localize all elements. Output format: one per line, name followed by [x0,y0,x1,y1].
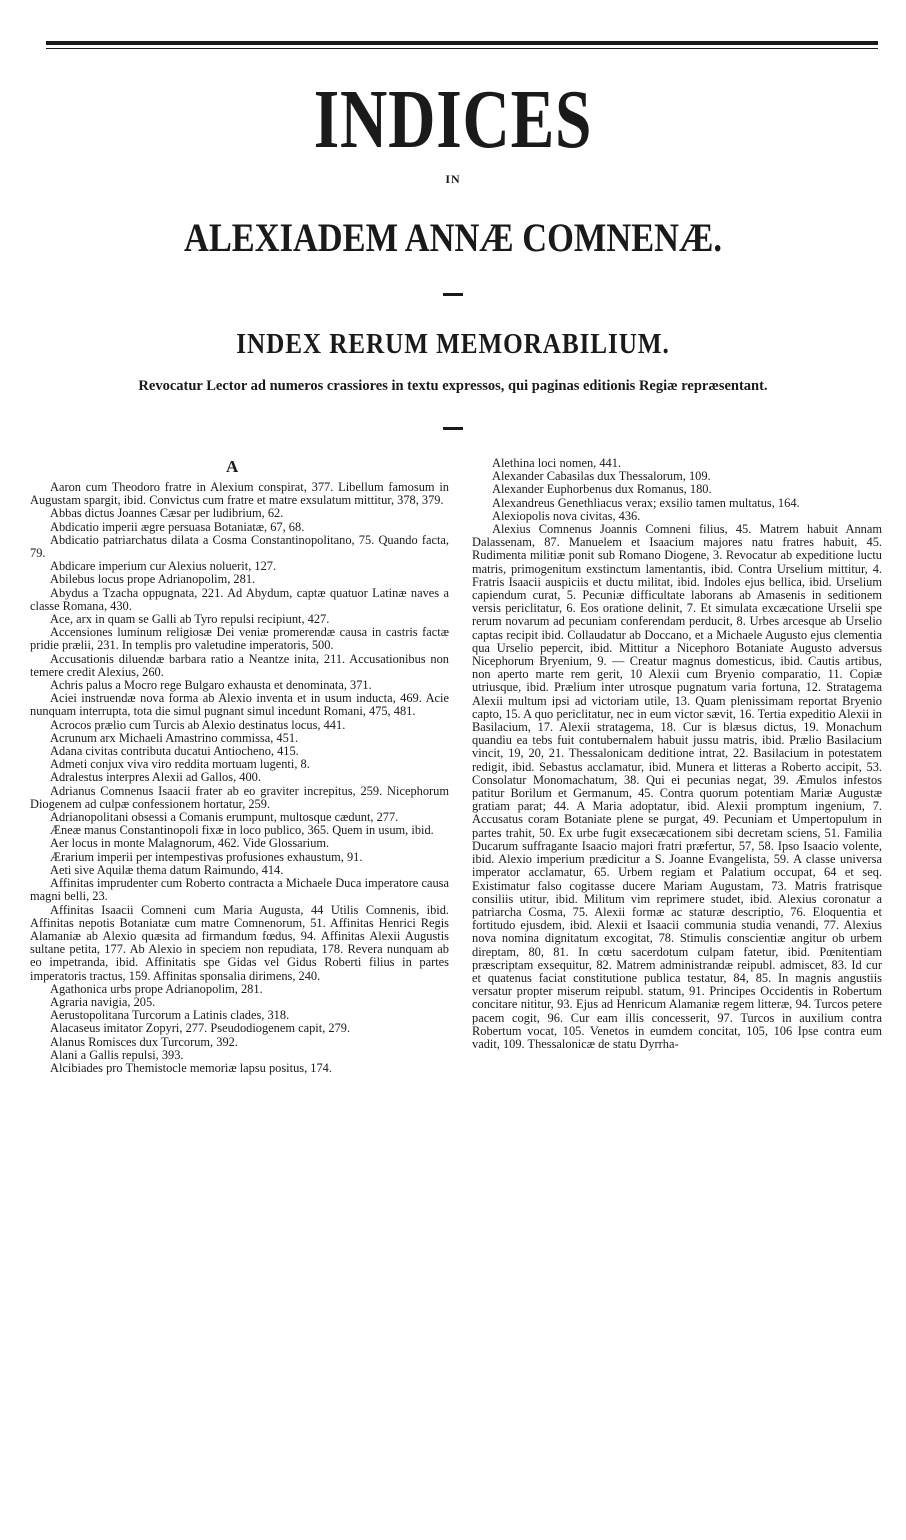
index-entry: Aeti sive Aquilæ thema datum Raimundo, 414. [50,862,284,877]
index-entry: Agathonica urbs prope Adrianopolim, 281. [50,981,263,996]
index-entry: Alexander Euphorbenus dux Romanus, 180. [492,482,712,497]
index-entry: Alanus Romisces dux Turcorum, 392. [50,1034,238,1049]
separator-dash [443,427,463,430]
top-rule-thin [46,48,878,49]
letter-heading: A [226,457,239,476]
index-entry: Adrianus Comnenus Isaacii frater ab eo graviter increpitus, 259. Nicephorum Diogenem ad culpæ confessionem hortatur, 259. [30,783,449,811]
index-entry: Alexander Cabasilas dux Thessalorum, 109. [492,469,711,484]
index-entry: Alacaseus imitator Zopyri, 277. Pseudodiogenem capit, 279. [50,1021,351,1036]
index-entry: Adralestus interpres Alexii ad Gallos, 400. [50,770,261,785]
index-entry: Accensiones luminum religiosæ Dei veniæ promerendæ causa in castris factæ pridie prælii, 231. In templis pro valetudine imperatoris, 500. [30,625,449,653]
top-rule-thick [46,41,878,45]
index-entry: Affinitas imprudenter cum Roberto contracta a Michaele Duca imperatore causa magni belli, 23. [30,876,449,904]
index-entry: Ace, arx in quam se Galli ab Tyro repulsi recipiunt, 427. [50,612,330,627]
index-entry: Abdicatio patriarchatus dilata a Cosma Constantinopolitano, 75. Quando facta, 79. [30,532,449,561]
index-entry: Acrocos prælio cum Turcis ab Alexio destinatus locus, 441. [50,717,346,732]
index-entry: Abbas dictus Joannes Cæsar per ludibrium, 62. [50,506,284,521]
index-entry: Aaron cum Theodoro fratre in Alexium conspirat, 377. Libellum famosum in Augustam spargit, ibid. Convictus cum fratre et matre exsulatum mittitur, 378, 379. [30,480,449,508]
title-connector: IN [445,172,461,186]
reader-note: Revocatur Lector ad numeros crassiores in textu expressos, qui paginas editionis Regiæ repræsentant. [138,378,768,394]
section-heading: INDEX RERUM MEMORABILIUM. [236,329,670,360]
index-entry: Accusationis diluendæ barbara ratio a Neantze inita, 211. Accusationibus non temere credit Alexius, 260. [30,651,449,679]
index-entry: Affinitas Isaacii Comneni cum Maria Augusta, 44 Utilis Comnenis, ibid. Affinitas nepotis Botaniatæ cum matre Comnenorum, 51. Affinitas Henrici Regis Alamaniæ ab Alexio quæsita ad firmandum fœdus, 94. Affinitas Alexii Augustis sultane petita, 177. Ab Alexio in speciem non repudiata, 178. Revera nunquam ab eo impetranda, ibid. Affinitatis spe Gidas vel Gidus Roberti filius in partes imperatoris tractus, 159. Affinitas sponsalia dirimens, 240. [30,902,449,983]
index-column-right [472,457,882,1051]
index-entry: Alexius Comnenus Joannis Comneni filius, 45. Matrem habuit Annam Dalassenam, 87. Manuelem et Isaacium majores natu fratres habuit, 45. Rudimenta militiæ ponit sub Romano Diogene, 3. Revocatur ab expeditione luctu matris, primogenitum exstinctum lamentantis, ibid. Contra Urselium mittitur, 4. Fratris Isaacii auspiciis et ductu militat, ibid. Indoles ejus bellica, ibid. Urselium capiendum curat, 5. Pecuniæ difficultate laborans ab Amasenis in seditionem versis periclitatur, 6. Eos oratione delinit, 7. Et simulata excæcatione Urselii spe rerum novarum ad pecuniam conferendam perducit, 8. Urbes arcesque ab Urselio captas recipit ibid. Collaudatur ab Doccano, et a Michaele Augusto ejus clementia qua Urselio pepercit, ibid. Mittitur a Nicephoro Botaniate Augusto adversus Nicephorum Bryenium, 9. — Creatur magnus domesticus, ibid. Cautis artibus, non aperto marte rem gerit, 10 Alexii cum Bryenio comparatio, 11. Copiæ utriusque, ibid. Prælium inter utrosque pugnatum varia fortuna, 12. Stratagema Alexii multum ipsi ad victoriam utile, 13. Quam plenissimam reportat Bryenio capto, 15. A quo periclitatur, nec in eum victor sævit, 16. Tertia expeditio Alexii in Basilacium, 17. Alexii stratagema, 18. Cur is blæsus dictus, 19. Monachum quandiu ea tebs fuit contubernalem habuit jussu matris, ibid. Prælio Basilacium vincit, 19, 20, 21. Thessalonicam deditione intrat, 22. Basilacium in potestatem redigit, ibid. Sebastus acclamatur, ibid. Munera et litteras a Roberto accipit, 53. Consolatur Monomachatum, 38. Qui ei pecunias negat, 39. Æmulos infestos patitur Borilum et Germanum, 45. Contra quorum potentiam Mariæ Augustæ gratiam parat; 44. A Maria adoptatur, ibid. Alexii promptum ingenium, 7. Accusatus coram Botaniate plene se purgat, 49. Pecuniam et Umpertopulum in partes trahit, 50. Ex urbe fugit exsecæcationem sibi decretam sciens, 51. Familia Ducarum suffragante Isaacio majori fratri præfertur, 57, 58. Ipso Isaacio volente, ibid. Alexio imperium prædicitur a S. Joanne Evangelista, 59. A classe universa imperator acclamatur, 65. Urbem regiam et Palatium occupat, 64 et seq. Existimatur falso cogitasse ducere Mariam Augustam, 73. Matris fratrisque consiliis utitur, ibid. Militum vim reprimere studet, ibid. Alexius coronatur a patriarcha Cosma, 75. Alexii formæ ac staturæ descriptio, 76. Eloquentia et fortitudo ejusdem, ibid. Alexii et Isaacii communia studia venandi, 77. Alexius nova nomina dignitatum excogitat, 78. Stimulis conscientiæ angitur ob urbem direptam, 80, 81. In cœtu sacerdotum culpam fatetur, ibid. Pœnitentiam præscriptam exsequitur, 82. Matrem administrandæ reipubl. admiscet, 83. Id cur et quatenus faciat constitutione publica testatur, 84, 85. In magnis angustiis versatur propter miserum reipubl. statum, 91. Principes Occidentis in Robertum concitare nititur, 93. Ejus ad Henricum Alamaniæ regem litteræ, 94. Turcos petere pacem cogit, 96. Cur eam illis concesserit, 97. Turcos in auxilium contra Robertum vocat, 105. Venetos in eumdem concitat, 105, 106 Ipse contra eum vadit, 109. Thessalonicæ de statu Dyrrha- [472,522,882,1051]
index-entry: Æneæ manus Constantinopoli fixæ in loco publico, 365. Quem in usum, ibid. [50,823,434,838]
index-entry: Admeti conjux viva viro reddita mortuam lugenti, 8. [50,757,310,772]
index-entry: Abydus a Tzacha oppugnata, 221. Ad Abydum, captæ quatuor Latinæ naves a classe Romana, 430. [30,585,449,613]
index-entry: Alethina loci nomen, 441. [492,456,622,470]
index-entry: Acrunum arx Michaeli Amastrino commissa, 451. [50,730,299,745]
index-entry: Aer locus in monte Malagnorum, 462. Vide Glossarium. [50,836,330,851]
index-entry: Aciei instruendæ nova forma ab Alexio inventa et in usum inducta, 469. Acie nunquam interrupta, tota die simul pugnant simul incedunt Romani, 475, 481. [30,691,449,719]
index-entry: Abdicatio imperii ægre persuasa Botaniatæ, 67, 68. [50,519,305,534]
index-column-left [30,481,449,1075]
index-entry: Ærarium imperii per intempestivas profusiones exhaustum, 91. [50,849,363,864]
index-entry: Adrianopolitani obsessi a Comanis erumpunt, multosque cædunt, 277. [50,810,399,825]
separator-dash [443,293,463,296]
index-entry: Abilebus locus prope Adrianopolim, 281. [50,572,256,587]
page-title: INDICES [313,73,593,166]
page-subtitle: ALEXIADEM ANNÆ COMNENÆ. [183,215,722,260]
index-entry: Alcibiades pro Themistocle memoriæ lapsu positus, 174. [50,1060,332,1075]
index-entry: Achris palus a Mocro rege Bulgaro exhausta et denominata, 371. [50,678,372,693]
index-entry: Abdicare imperium cur Alexius noluerit, 127. [50,559,277,574]
index-entry: Alani a Gallis repulsi, 393. [50,1047,184,1062]
index-entry: Agraria navigia, 205. [50,994,156,1009]
index-entry: Adana civitas contributa ducatui Antiocheno, 415. [50,744,299,759]
index-entry: Alexandreus Genethliacus verax; exsilio tamen multatus, 164. [492,495,800,510]
index-entry: Alexiopolis nova civitas, 436. [492,508,641,523]
index-entry: Aerustopolitana Turcorum a Latinis clades, 318. [50,1008,290,1023]
